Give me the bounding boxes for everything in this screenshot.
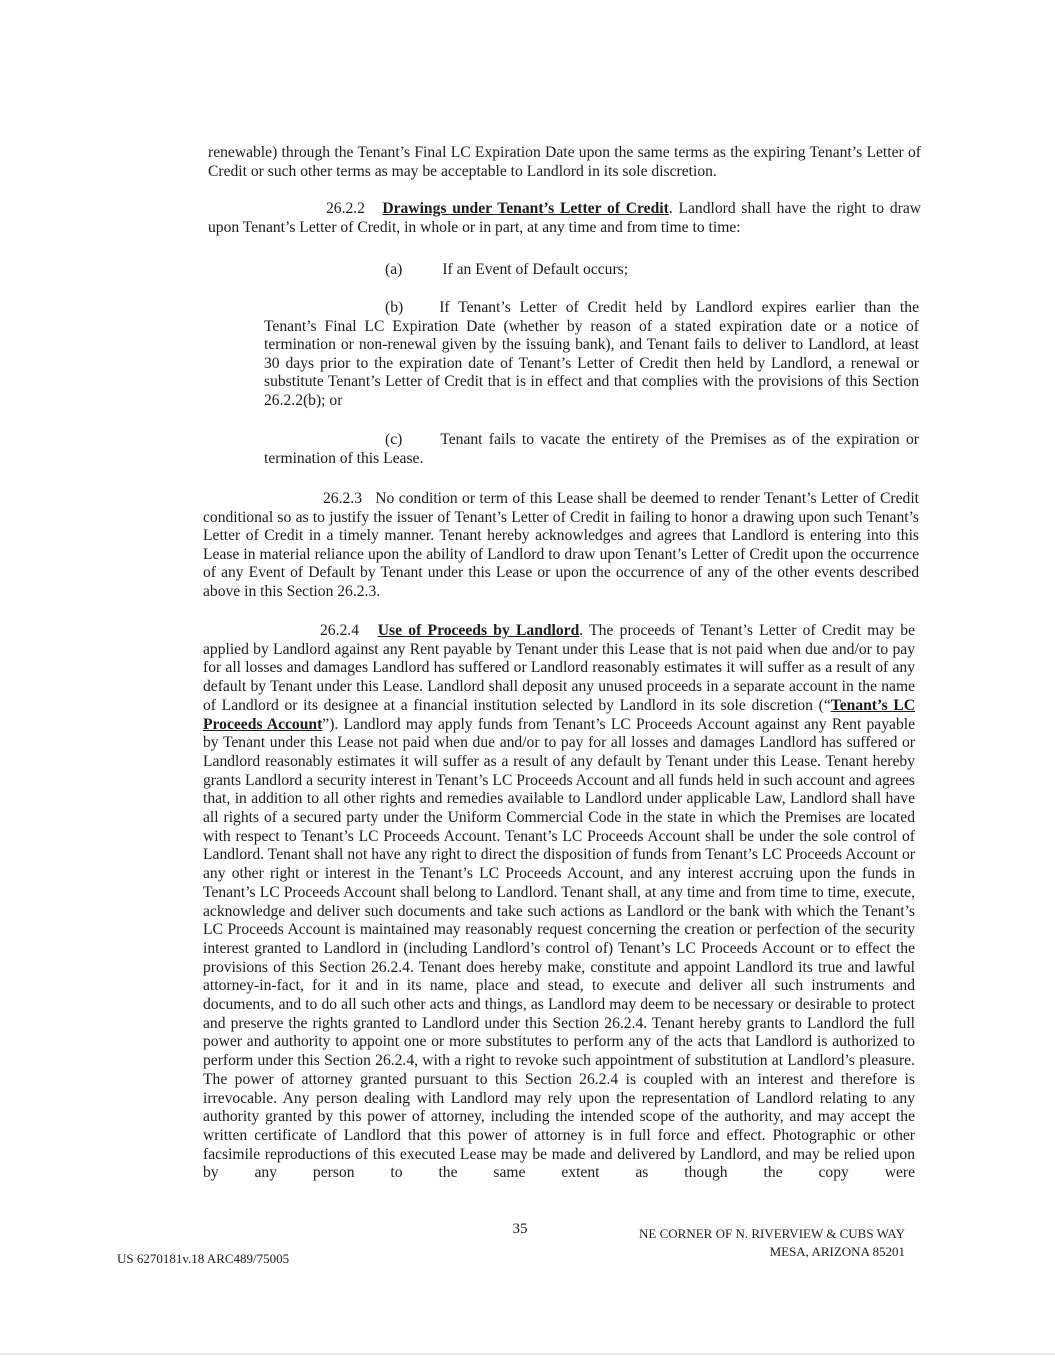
clause-c xyxy=(264,431,919,468)
section-26-2-4 xyxy=(203,622,915,1183)
section-26-2-2 xyxy=(208,200,921,237)
clause-label: (c) xyxy=(385,431,403,448)
clause-label: (b) xyxy=(385,299,404,316)
document-id: US 6270181v.18 ARC489/75005 xyxy=(117,1251,290,1266)
section-26-2-3 xyxy=(203,490,919,601)
section-number: 26.2.4 xyxy=(320,622,359,639)
section-number: 26.2.2 xyxy=(326,200,365,217)
section-number: 26.2.3 xyxy=(323,490,362,507)
section-text-b: ”). Landlord may apply funds from Tenant’s LC Proceeds Account against any Rent payable by Tenant under this Lease not paid when due and/or to pay for all losses and damages Landlord has suffered or Landlord reasonably estimates it will suffer as a result of any default by Tenant under this Lease. Tenant hereby grants Landlord a security interest in Tenant’s LC Proceeds Account and all funds held in such account and agrees that, in addition to all other rights and remedies available to Landlord under applicable Law, Landlord shall have all rights of a secured party under the Uniform Commercial Code in the state in which the Premises are located with respect to Tenant’s LC Proceeds Account. Tenant’s LC Proceeds Account shall be under the sole control of Landlord. Tenant shall not have any right to direct the disposition of funds from Tenant’s LC Proceeds Account or any other right or interest in the Tenant’s LC Proceeds Account, and any interest accruing upon the funds in Tenant’s LC Proceeds Account shall belong to Landlord. Tenant shall, at any time and from time to time, execute, acknowledge and deliver such documents and take such actions as Landlord or the bank with which the Tenant’s LC Proceeds Account is maintained may reasonably request concerning the creation or perfection of the security interest granted to Landlord in (including Landlord’s control of) Tenant’s LC Proceeds Account or to effect the provisions of this Section 26.2.4. Tenant does hereby make, constitute and appoint Landlord its true and lawful attorney-in-fact, for it and in its name, place and stead, to execute and deliver all such instruments and documents, and to do all such other acts and things, as Landlord may deem to be necessary or desirable to protect and preserve the rights granted to Landlord under this Section 26.2.4. Tenant hereby grants to Landlord the full power and authority to appoint one or more substitutes to perform any of the acts that Landlord is authorized to perform under this Section 26.2.4, with a right to revoke such appointment of substitution at Landlord’s pleasure. The power of attorney granted pursuant to this Section 26.2.4 is coupled with an interest and therefore is irrevocable. Any person dealing with Landlord may rely upon the representation of Landlord relating to any authority granted by this power of attorney, including the intended scope of the authority, and may accept the written certificate of Landlord that this power of attorney is in full force and effect. Photographic or other facsimile reproductions of this executed Lease may be made and delivered by Landlord, and may be relied upon by any person to the same extent as though the copy were xyxy=(203,715,915,1182)
defined-term: Tenant’s LC Proceeds Account xyxy=(203,696,915,733)
clause-text: If Tenant’s Letter of Credit held by Landlord expires earlier than the Tenant’s Final LC Expiration Date (whether by reason of a stated expiration date or a notice of termination or non-renewal given by the issuing bank), and Tenant fails to deliver to Landlord, at least 30 days prior to the expiration date of Tenant’s Letter of Credit then held by Landlord, a renewal or substitute Tenant’s Letter of Credit that is in effect and that complies with the provisions of this Section 26.2.2(b); or xyxy=(264,299,919,409)
section-heading: Use of Proceeds by Landlord xyxy=(377,622,580,639)
section-text: . Landlord shall have the right to draw upon Tenant’s Letter of Credit, in whole or in part, at any time and from time to time: xyxy=(208,200,921,236)
section-text: No condition or term of this Lease shall be deemed to render Tenant’s Letter of Credit conditional so as to justify the issuer of Tenant’s Letter of Credit in failing to honor a drawing upon such Tenant’s Letter of Credit in a timely manner. Tenant hereby acknowledges and agrees that Landlord is entering into this Lease in material reliance upon the ability of Landlord to draw upon Tenant’s Letter of Credit upon the occurrence of any Event of Default by Tenant under this Lease or upon the occurrence of any of the other events described above in this Section 26.2.3. xyxy=(203,490,919,600)
section-text-a: . The proceeds of Tenant’s Letter of Credit may be applied by Landlord against any Rent payable by Tenant under this Lease that is not paid when due and/or to pay for all losses and damages Landlord has suffered or Landlord reasonably estimates it will suffer as a result of any default by Tenant under this Lease. Landlord shall deposit any unused proceeds in a separate account in the name of Landlord or its designee at a financial institution selected by Landlord in its sole discretion (“ xyxy=(203,622,915,714)
clause-text: If an Event of Default occurs; xyxy=(442,261,629,278)
clause-b xyxy=(264,299,919,410)
clause-a xyxy=(385,261,785,280)
paragraph-continuation: renewable) through the Tenant’s Final LC Expiration Date upon the same terms as the expiring Tenant’s Letter of Credit or such other terms as may be acceptable to Landlord in its sole discretion. xyxy=(208,144,921,180)
page-number: 35 xyxy=(512,1221,528,1237)
clause-text: Tenant fails to vacate the entirety of the Premises as of the expiration or termination of this Lease. xyxy=(264,431,919,467)
section-heading: Drawings under Tenant’s Letter of Credit xyxy=(382,200,669,217)
clause-label: (a) xyxy=(385,261,403,278)
property-address-line2: MESA, ARIZONA 85201 xyxy=(769,1244,905,1259)
property-address-line1: NE CORNER OF N. RIVERVIEW & CUBS WAY xyxy=(639,1226,905,1241)
scan-edge-divider xyxy=(0,1353,1055,1355)
